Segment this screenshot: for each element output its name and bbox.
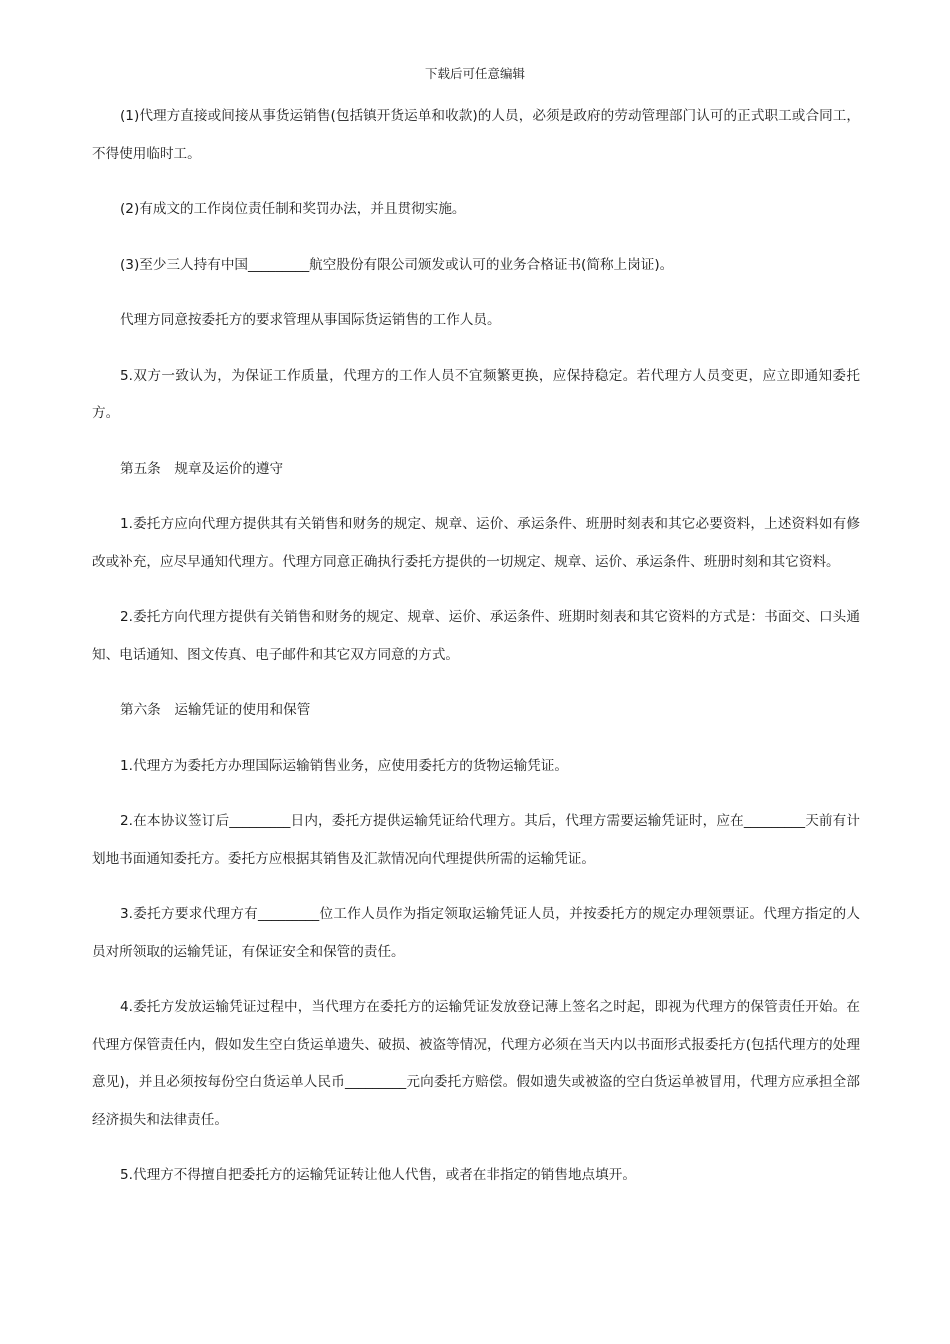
section-heading-article-6: 第六条 运输凭证的使用和保管 bbox=[120, 702, 311, 718]
paragraph-no-transfer: 5.代理方不得擅自把委托方的运输凭证转让他人代售，或者在非指定的销售地点填开。 bbox=[120, 1167, 636, 1183]
paragraph-use-documents: 1.代理方为委托方办理国际运输销售业务，应使用委托方的货物运输凭证。 bbox=[120, 757, 568, 774]
paragraph-provision-methods: 2.委托方向代理方提供有关销售和财务的规定、规章、运价、承运条件、班期时刻表和其它资料的方式是：书面交、口头通知、电话通知、图文传真、电子邮件和其它双方同意的方式。 bbox=[92, 609, 860, 663]
page-header: 下载后可任意编辑 bbox=[424, 66, 525, 81]
paragraph-responsibility-system: (2)有成文的工作岗位责任制和奖罚办法，并且贯彻实施。 bbox=[120, 201, 466, 217]
paragraph-document-supply: 2.在本协议签订后_________日内，委托方提供运输凭证给代理方。其后，代理方需要运输凭证时，应在_________天前有计划地书面通知委托方。委托方应根据其销售及汇款情况向代理提供所需的运输凭证。 bbox=[92, 813, 860, 867]
paragraph-staff-management: 代理方同意按委托方的要求管理从事国际货运销售的工作人员。 bbox=[120, 312, 501, 328]
paragraph-certificate-holders: (3)至少三人持有中国_________航空股份有限公司颁发或认可的业务合格证书(简称上岗证)。 bbox=[120, 256, 674, 273]
paragraph-staff-stability: 5.双方一致认为，为保证工作质量，代理方的工作人员不宜频繁更换，应保持稳定。若代理方人员变更，应立即通知委托方。 bbox=[92, 367, 860, 421]
document-body bbox=[92, 98, 860, 1213]
section-heading-article-5: 第五条 规章及运价的遵守 bbox=[120, 460, 284, 477]
paragraph-staff-qualification: (1)代理方直接或间接从事货运销售(包括镇开货运单和收款)的人员，必须是政府的劳动管理部门认可的正式职工或合同工，不得使用临时工。 bbox=[92, 108, 860, 162]
paragraph-custody-responsibility: 4.委托方发放运输凭证过程中，当代理方在委托方的运输凭证发放登记薄上签名之时起，即视为代理方的保管责任开始。在代理方保管责任内，假如发生空白货运单遗失、破损、被盗等情况，代理方必须在当天内以书面形式报委托方(包括代理方的处理意见)，并且必须按每份空白货运单人民币_________元向委托方赔偿。假如遗失或被盗的空白货运单被冒用，代理方应承担全部经济损失和法律责任。 bbox=[92, 999, 860, 1128]
paragraph-designated-staff: 3.委托方要求代理方有_________位工作人员作为指定领取运输凭证人员，并按委托方的规定办理领票证。代理方指定的人员对所领取的运输凭证，有保证安全和保管的责任。 bbox=[92, 906, 860, 960]
paragraph-provide-regulations: 1.委托方应向代理方提供其有关销售和财务的规定、规章、运价、承运条件、班册时刻表和其它必要资料，上述资料如有修改或补充，应尽早通知代理方。代理方同意正确执行委托方提供的一切规定、规章、运价、承运条件、班册时刻和其它资料。 bbox=[92, 516, 860, 570]
